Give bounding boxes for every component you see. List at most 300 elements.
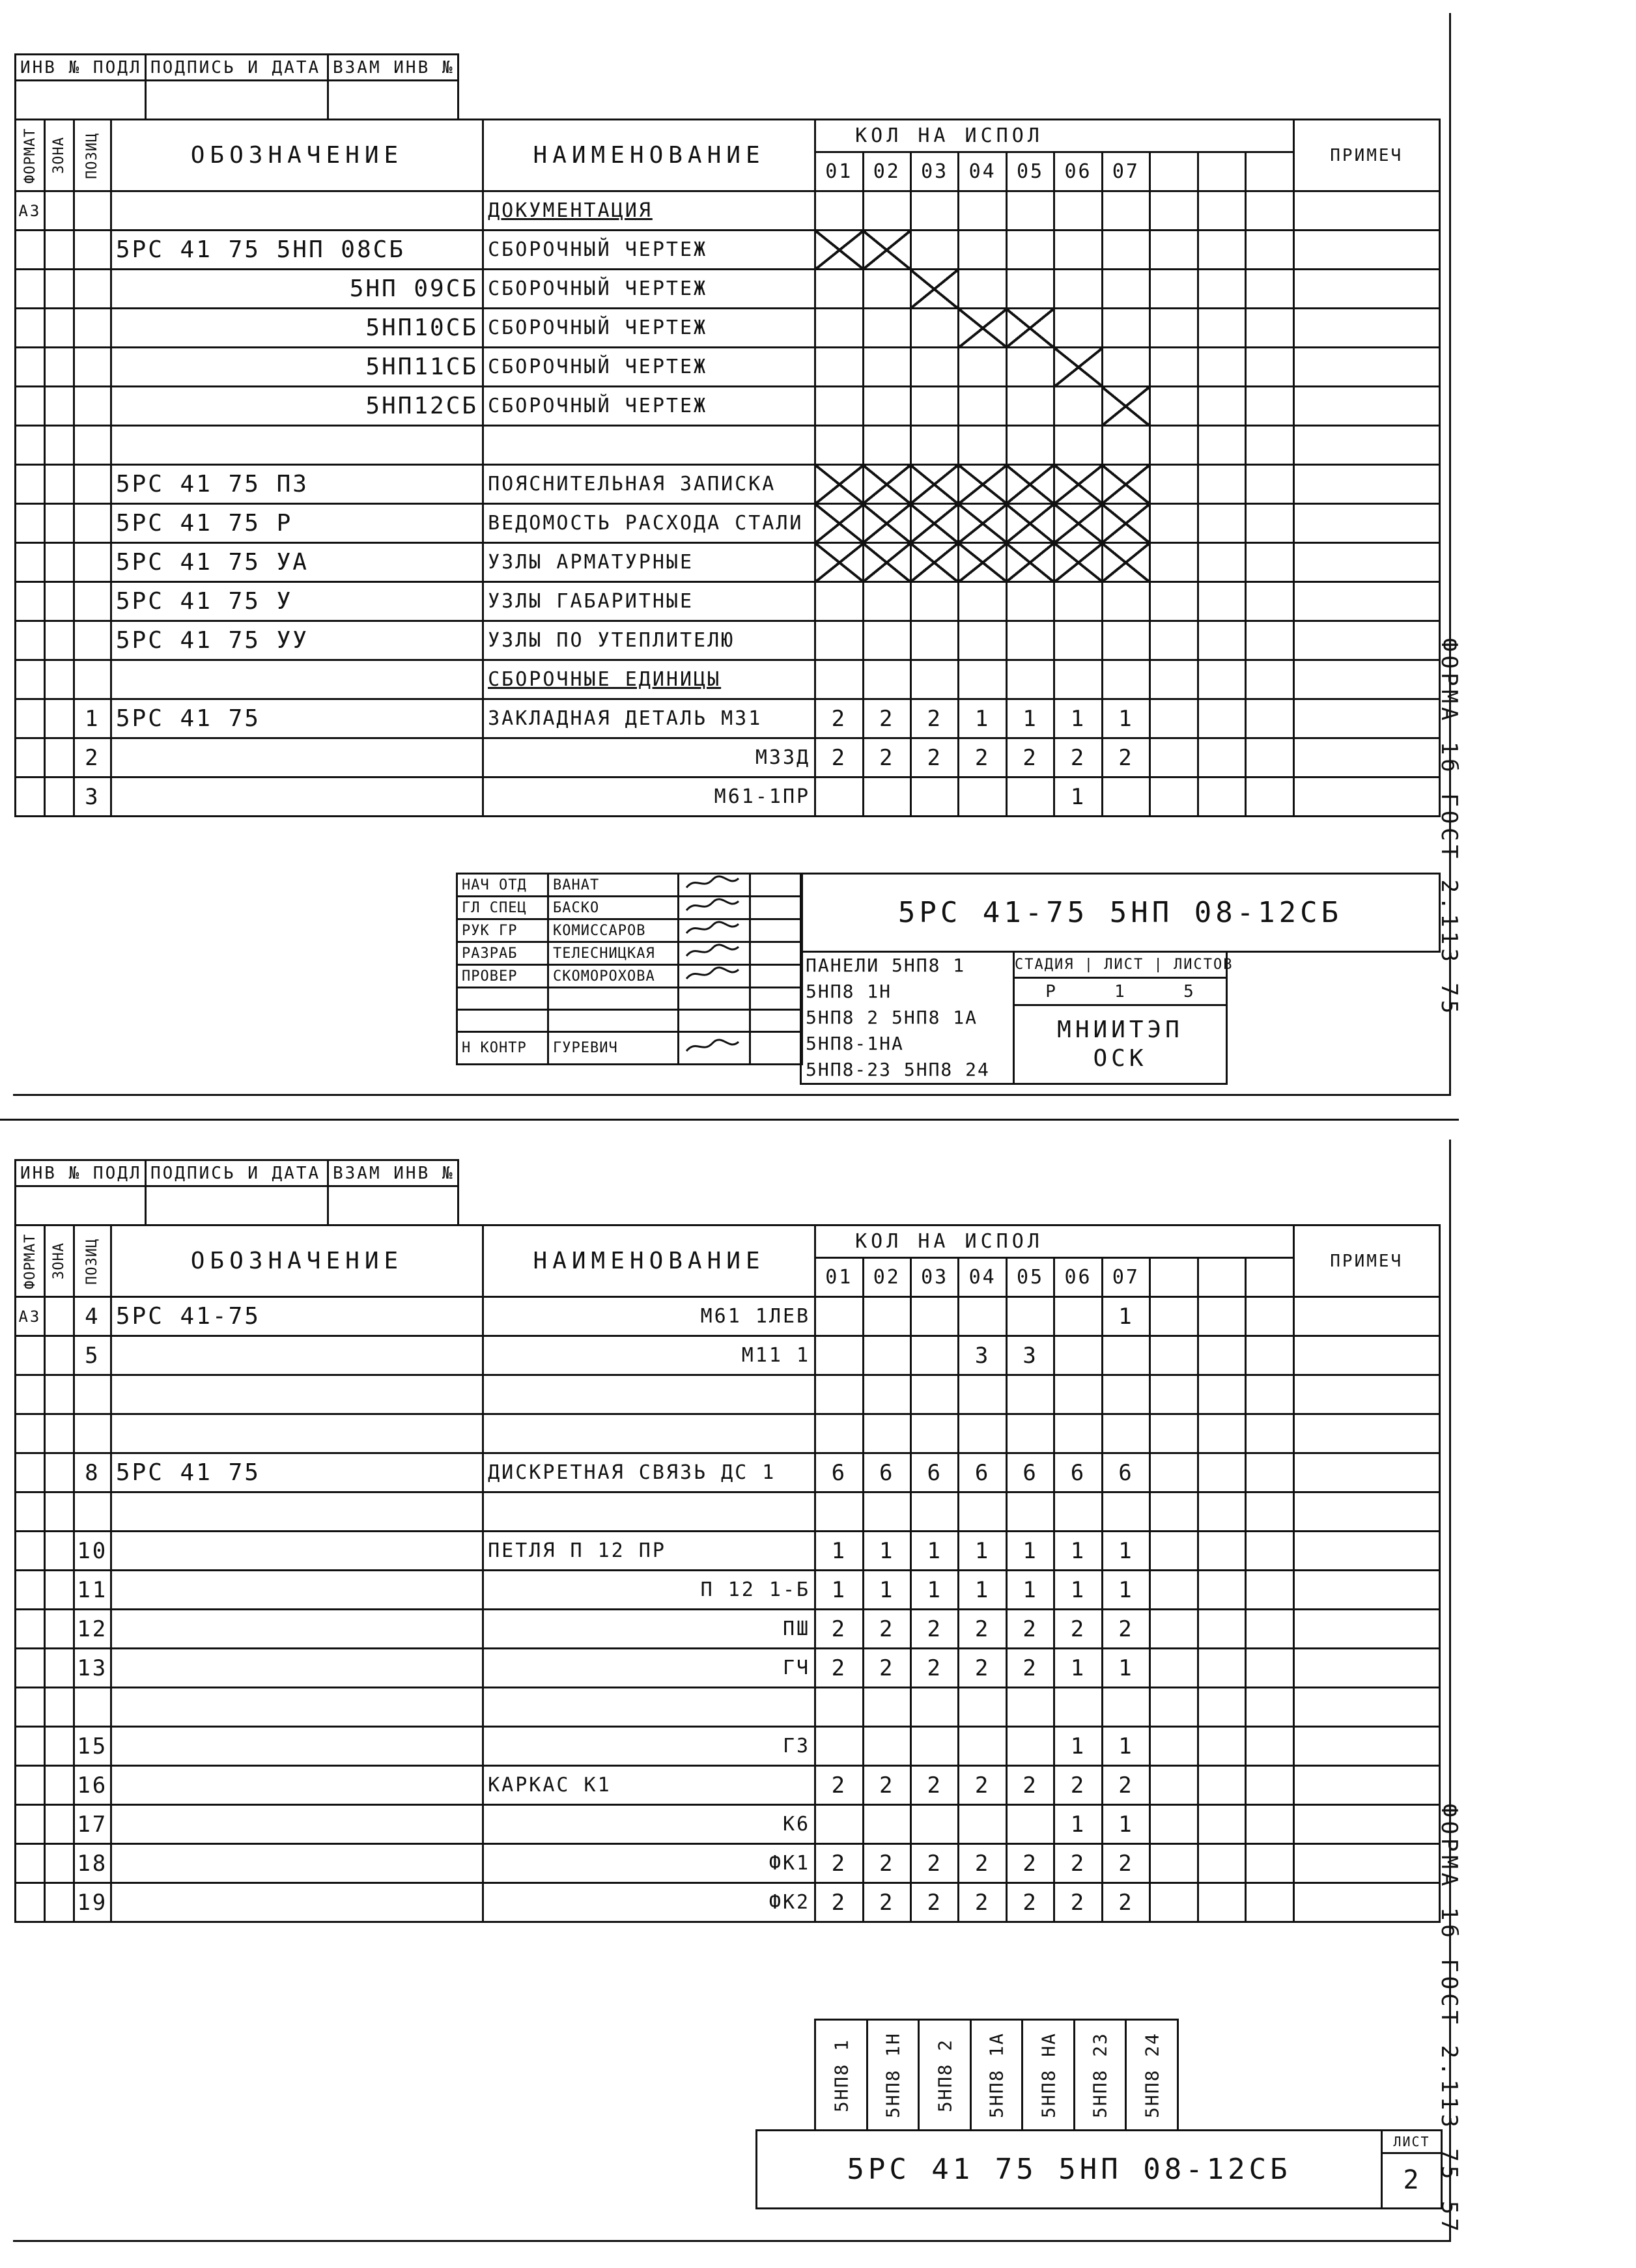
quantity-cell (863, 387, 910, 426)
quantity-cell: 1 (1102, 699, 1149, 738)
quantity-cell: 2 (1054, 1766, 1102, 1805)
quantity-cell: 2 (815, 1883, 863, 1922)
format-cell: А3 (16, 1297, 45, 1336)
sheet-2 (0, 1133, 1636, 2266)
format-cell (16, 660, 45, 699)
note-cell (1293, 1297, 1440, 1336)
quantity-cell (1246, 621, 1293, 660)
zone-cell (44, 270, 74, 309)
quantity-cell (1054, 387, 1102, 426)
quantity-cell (815, 1375, 863, 1414)
quantity-cell (1054, 582, 1102, 621)
quantity-cell (1246, 1688, 1293, 1727)
quantity-cell: 1 (959, 1571, 1006, 1610)
quantity-cell (815, 777, 863, 817)
format-cell (16, 1610, 45, 1649)
signature-mark (683, 920, 742, 937)
quantity-cell (910, 1297, 958, 1336)
note-cell (1293, 1414, 1440, 1453)
quantity-cell (1150, 191, 1198, 231)
quantity-cell: 6 (959, 1453, 1006, 1492)
name-cell: ГЧ (483, 1649, 815, 1688)
note-cell (1293, 1805, 1440, 1844)
quantity-cell (1246, 1532, 1293, 1571)
designation-cell (111, 777, 483, 817)
quantity-cell (1198, 1688, 1245, 1727)
quantity-cell (959, 582, 1006, 621)
quantity-cell (910, 1336, 958, 1375)
role-cell (457, 1010, 548, 1032)
cross-mark (1102, 543, 1149, 582)
format-cell (16, 1844, 45, 1883)
table-row (16, 309, 1440, 348)
quantity-cell: 2 (1054, 1883, 1102, 1922)
format-cell (16, 1453, 45, 1492)
quantity-cell (1150, 1610, 1198, 1649)
quantity-cell: 2 (910, 699, 958, 738)
format-cell (16, 1766, 45, 1805)
cross-mark (1006, 504, 1054, 543)
quantity-cell (1150, 1492, 1198, 1532)
table-row (16, 1571, 1440, 1610)
zone-cell (44, 1571, 74, 1610)
quantity-cell (863, 621, 910, 660)
quantity-cell (1246, 1297, 1293, 1336)
position-cell: 10 (74, 1532, 111, 1571)
date-cell (750, 1010, 802, 1032)
format-cell (16, 621, 45, 660)
role-cell: ПРОВЕР (457, 965, 548, 988)
quantity-cell (1150, 777, 1198, 817)
zone-cell (44, 387, 74, 426)
quantity-cell: 1 (815, 1571, 863, 1610)
table-row (16, 270, 1440, 309)
quantity-cell (1150, 1649, 1198, 1688)
format-cell: А3 (16, 191, 45, 231)
quantity-cell (1198, 1727, 1245, 1766)
quantity-cell (1198, 660, 1245, 699)
table-row (16, 1649, 1440, 1688)
quantity-cell (959, 426, 1006, 465)
quantity-cell: 2 (863, 1649, 910, 1688)
name-cell: М11 1 (483, 1336, 815, 1375)
quantity-cell (1150, 1883, 1198, 1922)
quantity-cell (1006, 1414, 1054, 1453)
quantity-cell: 1 (1102, 1649, 1149, 1688)
quantity-cell (1150, 387, 1198, 426)
table-row (16, 1492, 1440, 1532)
quantity-cell (1150, 1844, 1198, 1883)
person-cell: КОМИССАРОВ (548, 919, 679, 942)
note-cell (1293, 1688, 1440, 1727)
zone-cell (44, 1453, 74, 1492)
quantity-cell: 2 (1006, 738, 1054, 777)
quantity-cell (1150, 1532, 1198, 1571)
note-cell (1293, 1532, 1440, 1571)
name-cell (483, 1375, 815, 1414)
position-cell: 19 (74, 1883, 111, 1922)
panel-label: 5НП8 НА (1022, 2020, 1075, 2131)
designation-header: ОБОЗНАЧЕНИЕ (111, 1225, 483, 1297)
quantity-cell: 1 (1054, 1649, 1102, 1688)
quantity-cell (1246, 1610, 1293, 1649)
table-row (16, 426, 1440, 465)
designation-cell: 5НП 09СБ (111, 270, 483, 309)
quantity-cell (910, 191, 958, 231)
quantity-cell (1246, 582, 1293, 621)
name-cell: УЗЛЫ ПО УТЕПЛИТЕЛЮ (483, 621, 815, 660)
quantity-cell: 2 (1054, 1844, 1102, 1883)
quantity-cell (959, 621, 1006, 660)
quantity-cell (815, 191, 863, 231)
table-row (16, 191, 1440, 231)
quantity-cell (1006, 1727, 1054, 1766)
table-row (16, 1610, 1440, 1649)
quantity-cell (1198, 231, 1245, 270)
person-cell (548, 988, 679, 1010)
designation-cell: 5РС 41 75 УУ (111, 621, 483, 660)
stamp-row (457, 1010, 802, 1032)
quantity-cell (959, 1727, 1006, 1766)
quantity-cell (1102, 1414, 1149, 1453)
signature-cell (679, 965, 750, 988)
designation-cell (111, 660, 483, 699)
format-cell (16, 504, 45, 543)
quantity-header: КОЛ НА ИСПОЛ (815, 120, 1293, 152)
panel-label: 5НП8 1А (970, 2020, 1022, 2131)
note-cell (1293, 504, 1440, 543)
name-cell: П 12 1-Б (483, 1571, 815, 1610)
cross-mark (910, 504, 958, 543)
variant-col-header: 03 (910, 1258, 958, 1297)
name-cell: ПЕТЛЯ П 12 ПР (483, 1532, 815, 1571)
designation-cell (111, 1766, 483, 1805)
quantity-cell (1102, 426, 1149, 465)
designation-cell (111, 1375, 483, 1414)
cross-mark (910, 465, 958, 504)
table-row (16, 1336, 1440, 1375)
quantity-cell: 1 (1054, 1571, 1102, 1610)
quantity-cell (1006, 231, 1054, 270)
sheet-number: 2 (1403, 2165, 1420, 2195)
form-label-1: ФОРМА 1б ГОСТ 2.113 75 (1436, 638, 1462, 1018)
quantity-cell (1150, 1805, 1198, 1844)
quantity-cell (1246, 270, 1293, 309)
quantity-cell (1246, 543, 1293, 582)
date-cell (750, 965, 802, 988)
quantity-cell (1150, 426, 1198, 465)
quantity-cell: 1 (1054, 699, 1102, 738)
date-cell (750, 988, 802, 1010)
zone-cell (44, 465, 74, 504)
quantity-cell (1150, 582, 1198, 621)
quantity-cell (1054, 1297, 1102, 1336)
zone-cell (44, 1610, 74, 1649)
stage-values: Р 1 5 (1014, 978, 1227, 1005)
quantity-cell (1246, 1336, 1293, 1375)
panel-label: 5НП8 23 (1074, 2020, 1126, 2131)
format-cell (16, 1727, 45, 1766)
quantity-cell: 2 (815, 1844, 863, 1883)
quantity-cell (1150, 660, 1198, 699)
quantity-cell (863, 1727, 910, 1766)
quantity-cell (1150, 543, 1198, 582)
quantity-cell (863, 348, 910, 387)
note-cell (1293, 1610, 1440, 1649)
form-label-2: ФОРМА 1б ГОСТ 2.113 75 (1436, 1804, 1462, 2183)
quantity-cell (863, 1805, 910, 1844)
position-cell: 8 (74, 1453, 111, 1492)
quantity-cell (959, 387, 1006, 426)
quantity-cell (1054, 191, 1102, 231)
quantity-cell (1198, 777, 1245, 817)
name-cell: М33Д (483, 738, 815, 777)
cross-mark (1054, 504, 1102, 543)
quantity-cell: 1 (1102, 1297, 1149, 1336)
cross-mark (1054, 543, 1102, 582)
quantity-cell (1198, 1766, 1245, 1805)
designation-cell: 5РС 41 75 УА (111, 543, 483, 582)
quantity-cell (863, 1492, 910, 1532)
cross-mark (1102, 387, 1149, 426)
quantity-cell (910, 309, 958, 348)
quantity-cell (959, 1688, 1006, 1727)
table-row (16, 387, 1440, 426)
cross-mark (959, 504, 1006, 543)
quantity-cell (1102, 309, 1149, 348)
quantity-cell (1246, 1453, 1293, 1492)
format-cell (16, 738, 45, 777)
quantity-cell (1246, 1766, 1293, 1805)
position-cell (74, 426, 111, 465)
zone-cell (44, 1844, 74, 1883)
quantity-cell: 2 (1102, 738, 1149, 777)
quantity-cell: 2 (815, 738, 863, 777)
signature-mark (683, 875, 742, 891)
name-cell: СБОРОЧНЫЙ ЧЕРТЕЖ (483, 309, 815, 348)
position-cell (74, 1688, 111, 1727)
position-cell: 5 (74, 1336, 111, 1375)
name-cell: Г3 (483, 1727, 815, 1766)
quantity-cell (910, 348, 958, 387)
quantity-cell (1198, 1610, 1245, 1649)
quantity-cell: 2 (959, 1649, 1006, 1688)
quantity-cell (1006, 1492, 1054, 1532)
variant-col-header: 01 (815, 152, 863, 191)
quantity-cell (1006, 387, 1054, 426)
designation-cell (111, 1649, 483, 1688)
note-cell (1293, 387, 1440, 426)
zone-cell (44, 1375, 74, 1414)
position-cell (74, 582, 111, 621)
quantity-cell (1150, 621, 1198, 660)
name-cell (483, 1414, 815, 1453)
quantity-cell (1150, 1766, 1198, 1805)
zone-cell (44, 504, 74, 543)
quantity-cell (1006, 582, 1054, 621)
quantity-cell (1150, 465, 1198, 504)
cross-mark (815, 231, 863, 270)
designation-cell (111, 1883, 483, 1922)
quantity-cell: 2 (910, 738, 958, 777)
table-row (16, 582, 1440, 621)
designation-cell (111, 426, 483, 465)
quantity-cell: 3 (959, 1336, 1006, 1375)
table-row (16, 1883, 1440, 1922)
note-cell (1293, 1375, 1440, 1414)
format-header: ФОРМАТ (16, 1225, 45, 1297)
note-cell (1293, 582, 1440, 621)
note-cell (1293, 1453, 1440, 1492)
doc-code-2: 5РС 41 75 5НП 08-12СБ (757, 2131, 1382, 2209)
quantity-cell (1054, 660, 1102, 699)
format-cell (16, 1688, 45, 1727)
table-row (16, 348, 1440, 387)
quantity-cell: 2 (1054, 738, 1102, 777)
quantity-cell: 1 (1006, 699, 1054, 738)
zone-cell (44, 1336, 74, 1375)
position-cell: 16 (74, 1766, 111, 1805)
position-cell (74, 191, 111, 231)
format-cell (16, 1375, 45, 1414)
quantity-cell (959, 231, 1006, 270)
format-cell (16, 1492, 45, 1532)
variant-col-header: 03 (910, 152, 958, 191)
cross-mark (1006, 309, 1054, 348)
quantity-cell (1150, 1336, 1198, 1375)
variant-col-header (1246, 152, 1293, 191)
quantity-cell (1102, 1336, 1149, 1375)
designation-cell (111, 1610, 483, 1649)
stamp-row (457, 874, 802, 897)
position-cell (74, 543, 111, 582)
table-row (16, 1414, 1440, 1453)
designation-cell: 5РС 41 75 ПЗ (111, 465, 483, 504)
quantity-cell: 1 (1054, 777, 1102, 817)
designation-cell (111, 1727, 483, 1766)
table-row (16, 738, 1440, 777)
name-cell: СБОРОЧНЫЙ ЧЕРТЕЖ (483, 348, 815, 387)
quantity-cell: 6 (1102, 1453, 1149, 1492)
position-cell (74, 504, 111, 543)
signature-cell (679, 874, 750, 897)
variant-col-header (1150, 152, 1198, 191)
product-title: ПАНЕЛИ 5НП8 1 5НП8 1Н 5НП8 2 5НП8 1А 5НП8-1НА 5НП8-23 5НП8 24 (801, 952, 1014, 1084)
quantity-cell (863, 191, 910, 231)
name-cell: СБОРОЧНЫЙ ЧЕРТЕЖ (483, 387, 815, 426)
page-number: 57 (1436, 2201, 1462, 2235)
format-cell (16, 1649, 45, 1688)
quantity-cell (1246, 1649, 1293, 1688)
note-cell (1293, 777, 1440, 817)
cross-mark (1102, 465, 1149, 504)
quantity-header: КОЛ НА ИСПОЛ (815, 1225, 1293, 1258)
quantity-cell (1102, 621, 1149, 660)
zone-cell (44, 309, 74, 348)
designation-cell: 5НП11СБ (111, 348, 483, 387)
person-cell: ВАНАТ (548, 874, 679, 897)
quantity-cell (863, 1414, 910, 1453)
quantity-cell (1198, 699, 1245, 738)
date-cell (750, 1032, 802, 1065)
name-cell (483, 426, 815, 465)
cross-mark (910, 543, 958, 582)
quantity-cell (1246, 387, 1293, 426)
zone-cell (44, 1688, 74, 1727)
panel-label: 5НП8 1 (815, 2020, 867, 2131)
format-cell (16, 465, 45, 504)
format-cell (16, 426, 45, 465)
quantity-cell (1198, 1414, 1245, 1453)
designation-cell: 5РС 41-75 (111, 1297, 483, 1336)
quantity-cell: 1 (1054, 1727, 1102, 1766)
quantity-cell: 2 (863, 1883, 910, 1922)
designation-cell (111, 1844, 483, 1883)
quantity-cell (1198, 191, 1245, 231)
inv-label: ИНВ № ПОДЛ (16, 55, 146, 81)
name-cell: ВЕДОМОСТЬ РАСХОДА СТАЛИ (483, 504, 815, 543)
variant-col-header: 01 (815, 1258, 863, 1297)
name-cell: К6 (483, 1805, 815, 1844)
quantity-cell (815, 426, 863, 465)
quantity-cell (863, 777, 910, 817)
format-cell (16, 1414, 45, 1453)
quantity-cell (1102, 1492, 1149, 1532)
note-cell (1293, 1649, 1440, 1688)
quantity-cell (1150, 738, 1198, 777)
note-cell (1293, 1766, 1440, 1805)
quantity-cell (1198, 270, 1245, 309)
zone-cell (44, 1492, 74, 1532)
quantity-cell: 1 (863, 1571, 910, 1610)
quantity-cell (815, 309, 863, 348)
quantity-cell (1198, 1453, 1245, 1492)
quantity-cell (1102, 582, 1149, 621)
note-cell (1293, 1844, 1440, 1883)
quantity-cell (815, 1414, 863, 1453)
quantity-cell (1198, 1649, 1245, 1688)
table-row (16, 1844, 1440, 1883)
position-cell (74, 465, 111, 504)
quantity-cell (1198, 621, 1245, 660)
position-cell: 11 (74, 1571, 111, 1610)
quantity-cell (959, 348, 1006, 387)
quantity-cell (1006, 660, 1054, 699)
quantity-cell (910, 777, 958, 817)
name-cell: КАРКАС К1 (483, 1766, 815, 1805)
name-cell: УЗЛЫ АРМАТУРНЫЕ (483, 543, 815, 582)
stamp-row (457, 919, 802, 942)
quantity-cell (910, 582, 958, 621)
quantity-cell (1006, 1805, 1054, 1844)
person-cell: СКОМОРОХОВА (548, 965, 679, 988)
quantity-cell (815, 621, 863, 660)
replace-inv-label: ВЗАМ ИНВ № (328, 1160, 458, 1186)
quantity-cell (1198, 1571, 1245, 1610)
position-cell (74, 660, 111, 699)
quantity-cell (1102, 1688, 1149, 1727)
quantity-cell (1246, 309, 1293, 348)
quantity-cell (1198, 309, 1245, 348)
designation-cell (111, 191, 483, 231)
designation-cell (111, 1571, 483, 1610)
quantity-cell (1054, 231, 1102, 270)
quantity-cell (910, 1688, 958, 1727)
quantity-cell (1198, 1844, 1245, 1883)
format-cell (16, 1883, 45, 1922)
quantity-cell (1198, 504, 1245, 543)
quantity-cell (1054, 1688, 1102, 1727)
